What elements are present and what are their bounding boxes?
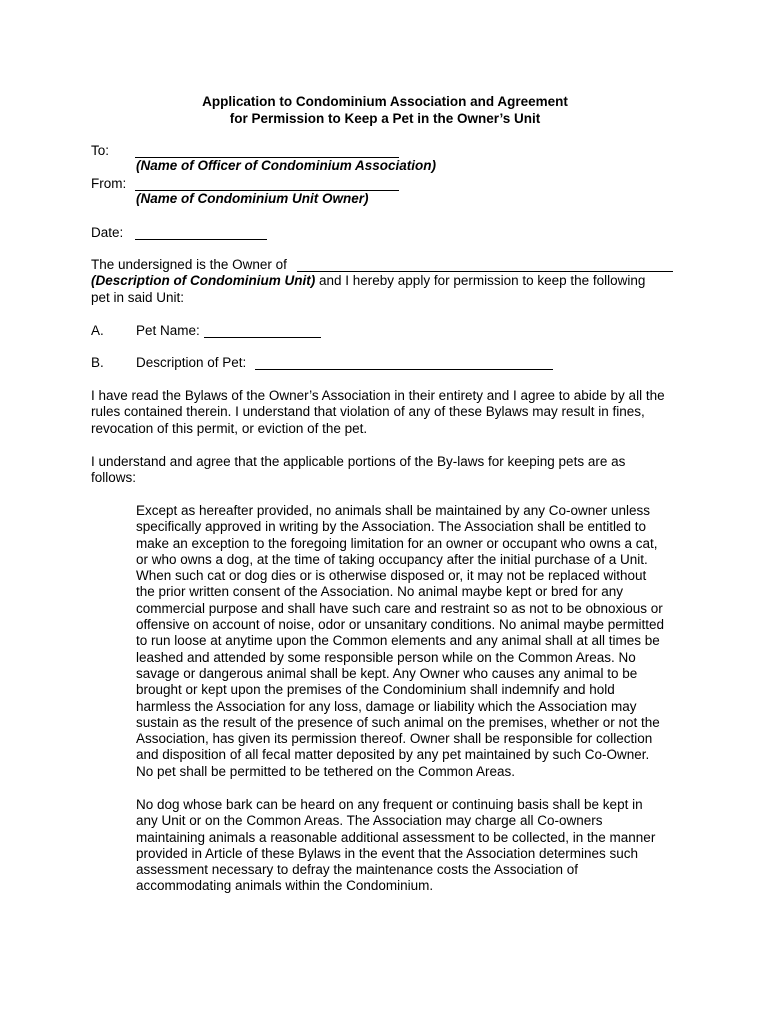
apply-text: and I hereby apply for permission to keep the following (315, 273, 646, 288)
bylaw-line: commercial purpose and shall have such care and restraint so as not to be obnoxious or (136, 600, 663, 616)
pet-name-field[interactable] (204, 337, 321, 338)
pet-in-unit-text: pet in said Unit: (91, 290, 185, 305)
officer-caption: (Name of Officer of Condominium Association) (136, 158, 437, 173)
unit-caption: (Description of Condominium Unit) (91, 273, 316, 288)
pet-description-field[interactable] (255, 369, 553, 370)
item-b-marker: B. (91, 355, 104, 370)
owner-caption: (Name of Condominium Unit Owner) (136, 191, 369, 206)
paragraph-line: I have read the Bylaws of the Owner’s Association in their entirety and I agree to abide by all the (91, 388, 665, 403)
bylaw-line: and disposition of all fecal matter deposited by any pet maintained by such Co-Owner. (136, 747, 650, 763)
bylaw-line: sustain as the result of the presence of such animal on the premises, whether or not the (136, 714, 660, 730)
date-field[interactable] (135, 239, 267, 240)
bylaw-line: savage or dangerous animal shall be kept. Any Owner who causes any animal to be (136, 665, 638, 681)
bylaw-line: leashed and attended by some responsible person while on the Common Areas. No (136, 649, 636, 665)
bylaw-line: When such cat or dog dies or is otherwise disposed or, it may not be replaced without (136, 568, 647, 584)
unit-caption-line (91, 273, 645, 290)
to-label: To: (91, 143, 110, 158)
bylaw-line: make an exception to the foregoing limitation for an owner or occupant who owns a cat, (136, 535, 658, 551)
bylaw-line: to run loose at anytime upon the Common elements and any animal shall at all times be (136, 633, 660, 649)
bylaw-line: the prior written consent of the Association. No animal maybe kept or bred for any (136, 584, 624, 600)
paragraph-line: revocation of this permit, or eviction of the pet. (91, 420, 368, 436)
owner-of-label: The undersigned is the Owner of (91, 257, 287, 272)
pet-name-label: Pet Name: (136, 323, 200, 338)
agreement-paragraph (91, 454, 625, 487)
bylaw-line: harmless the Association for any loss, damage or liability which the Association may (136, 698, 637, 714)
document-title-line-1: Application to Condominium Association and Agreement (202, 94, 568, 109)
bylaw-line: specifically approved in writing by the Association. The Association shall be entitled to (136, 519, 647, 535)
bylaw-dog-barking-assessment (136, 797, 655, 895)
date-label: Date: (91, 225, 124, 240)
pet-description-label: Description of Pet: (136, 355, 247, 370)
bylaw-line: No pet shall be permitted to be tethered on the Common Areas. (136, 763, 515, 779)
from-label: From: (91, 176, 127, 191)
paragraph-line: I understand and agree that the applicable portions of the By-laws for keeping pets are as (91, 454, 626, 469)
unit-description-field[interactable] (297, 271, 673, 272)
document-title-line-2: for Permission to Keep a Pet in the Owner’s Unit (229, 111, 541, 126)
paragraph-line: follows: (91, 470, 137, 486)
bylaw-line: assessment necessary to defray the maintenance costs the Association of (136, 862, 578, 878)
bylaw-line: brought or kept upon the premises of the Condominium shall indemnify and hold (136, 682, 615, 698)
bylaw-line: Except as hereafter provided, no animals shall be maintained by any Co-owner unless (136, 503, 651, 518)
bylaw-line: offensive on account of noise, odor or unsanitary conditions. No animal maybe permitted (136, 617, 665, 633)
bylaw-line: Association, has given its permission thereof. Owner shall be responsible for collection (136, 731, 653, 747)
bylaw-line: provided in Article of these Bylaws in the event that the Association determines such (136, 845, 639, 861)
item-a-marker: A. (91, 323, 104, 338)
bylaws-acknowledgement-paragraph (91, 388, 665, 437)
bylaw-line: maintaining animals a reasonable additional assessment to be collected, in the manner (136, 829, 656, 845)
bylaw-line: No dog whose bark can be heard on any frequent or continuing basis shall be kept in (136, 797, 643, 812)
bylaw-line: accommodating animals within the Condominium. (136, 878, 434, 894)
paragraph-line: rules contained therein. I understand that violation of any of these Bylaws may result in fines, (91, 404, 645, 420)
bylaw-pet-restrictions (136, 503, 664, 780)
bylaw-line: any Unit or on the Common Areas. The Association may charge all Co-owners (136, 813, 603, 829)
bylaw-line: or who owns a dog, at the time of taking occupancy after the initial purchase of a Unit. (136, 551, 648, 567)
